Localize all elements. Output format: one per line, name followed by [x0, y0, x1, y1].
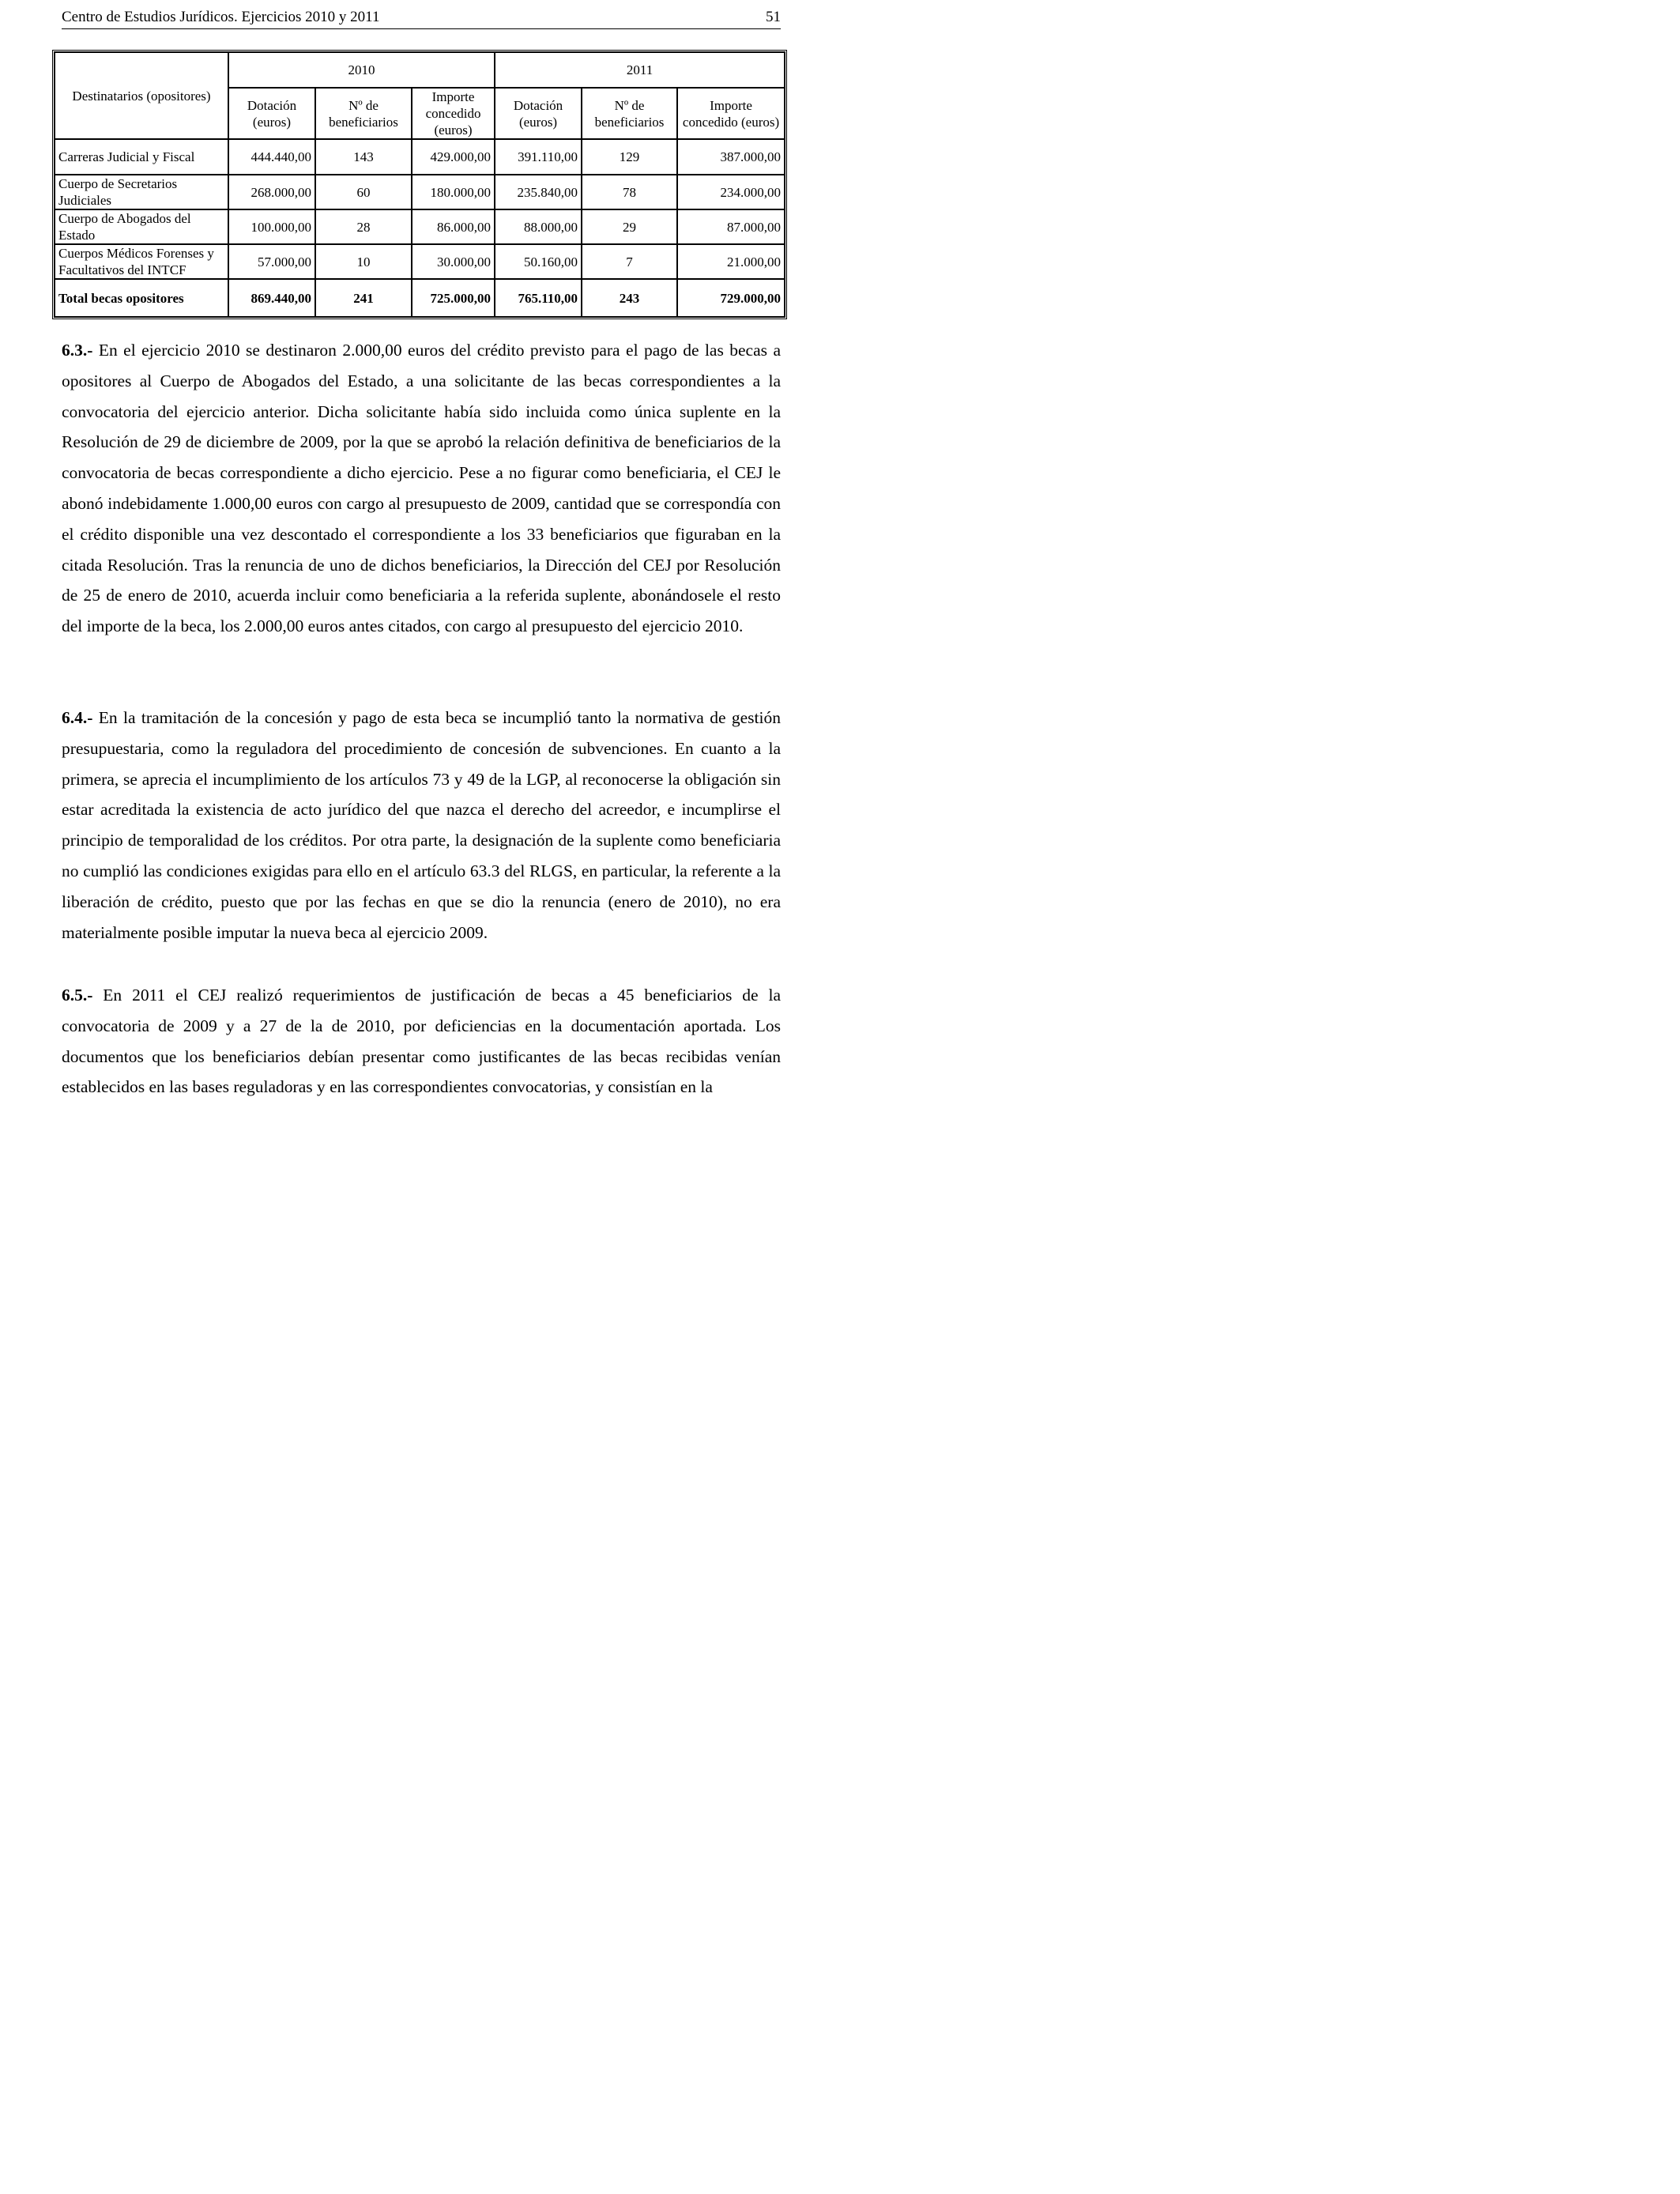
- table-row: [55, 244, 785, 279]
- dotacion-2010: 57.000,00: [228, 244, 315, 279]
- paragraph-number: 6.4.-: [62, 708, 93, 727]
- importe-2011: 387.000,00: [677, 139, 785, 175]
- running-header: [62, 6, 781, 29]
- page-number: 51: [766, 9, 781, 25]
- col-dotacion-2010: Dotación (euros): [228, 88, 315, 139]
- paragraph-text: En el ejercicio 2010 se destinaron 2.000,00 euros del crédito previsto para el pago de las becas a opositores al Cuerpo de Abogados del Estado, a una solicitante de las becas correspondientes a la convocatoria del ejercicio anterior. Dicha solicitante había sido incluida como única suplente en la Resolución de 29 de diciembre de 2009, por la que se aprobó la relación definitiva de beneficiarios de la convocatoria de becas correspondiente a dicho ejercicio. Pese a no figurar como beneficiaria, el CEJ le abonó indebidamente 1.000,00 euros con cargo al presupuesto de 2009, cantidad que se correspondía con el crédito disponible una vez descontado el correspondiente a los 33 beneficiarios que figuraban en la citada Resolución. Tras la renuncia de uno de dichos beneficiarios, la Dirección del CEJ por Resolución de 25 de enero de 2010, acuerda incluir como beneficiaria a la referida suplente, abonándosele el resto del importe de la beca, los 2.000,00 euros antes citados, con cargo al presupuesto del ejercicio 2010.: [62, 341, 781, 636]
- importe-2010: 180.000,00: [412, 175, 495, 209]
- table-row: [55, 175, 785, 209]
- table-header-years: [55, 52, 785, 88]
- year-2011-header: 2011: [495, 52, 785, 88]
- dotacion-2011: 391.110,00: [495, 139, 582, 175]
- paragraph-6-4: [62, 703, 781, 948]
- dotacion-2011: 88.000,00: [495, 209, 582, 244]
- dotacion-2011: 50.160,00: [495, 244, 582, 279]
- importe-2011: 21.000,00: [677, 244, 785, 279]
- importe-2011: 87.000,00: [677, 209, 785, 244]
- importe-2010: 86.000,00: [412, 209, 495, 244]
- row-label: Cuerpo de Abogados del Estado: [55, 209, 228, 244]
- table-row: [55, 139, 785, 175]
- paragraph-6-3: [62, 335, 781, 642]
- beneficiarios-2010: 60: [315, 175, 412, 209]
- row-label: Carreras Judicial y Fiscal: [55, 139, 228, 175]
- total-beneficiarios-2010: 241: [315, 279, 412, 317]
- beneficiarios-2010: 143: [315, 139, 412, 175]
- paragraph-number: 6.3.-: [62, 341, 93, 360]
- paragraph-text: En la tramitación de la concesión y pago de esta beca se incumplió tanto la normativa de gestión presupuestaria, como la reguladora del procedimiento de concesión de subvenciones. En cuanto a la primera, se aprecia el incumplimiento de los artículos 73 y 49 de la LGP, al reconocerse la obligación sin estar acreditada la existencia de acto jurídico del que nazca el derecho del acreedor, e incumplirse el principio de temporalidad de los créditos. Por otra parte, la designación de la suplente como beneficiaria no cumplió las condiciones exigidas para ello en el artículo 63.3 del RLGS, en particular, la referente a la liberación de crédito, puesto que por las fechas en que se dio la renuncia (enero de 2010), no era materialmente posible imputar la nueva beca al ejercicio 2009.: [62, 708, 781, 942]
- paragraph-text: En 2011 el CEJ realizó requerimientos de justificación de becas a 45 beneficiarios de la convocatoria de 2009 y a 27 de la de 2010, por deficiencias en la documentación aportada. Los documentos que los beneficiarios debían presentar como justificantes de las becas recibidas venían establecidos en las bases reguladoras y en las correspondientes convocatorias, y consistían en la: [62, 986, 781, 1097]
- beneficiarios-2010: 10: [315, 244, 412, 279]
- total-label: Total becas opositores: [55, 279, 228, 317]
- dotacion-2010: 268.000,00: [228, 175, 315, 209]
- beneficiarios-2011: 129: [582, 139, 677, 175]
- row-label: Cuerpo de Secretarios Judiciales: [55, 175, 228, 209]
- dotacion-2010: 444.440,00: [228, 139, 315, 175]
- table-row: [55, 209, 785, 244]
- importe-2010: 429.000,00: [412, 139, 495, 175]
- importe-2010: 30.000,00: [412, 244, 495, 279]
- paragraph-number: 6.5.-: [62, 986, 93, 1005]
- destinatarios-header: Destinatarios (opositores): [55, 52, 228, 139]
- col-beneficiarios-2011: Nº de beneficiarios: [582, 88, 677, 139]
- dotacion-2010: 100.000,00: [228, 209, 315, 244]
- total-dotacion-2011: 765.110,00: [495, 279, 582, 317]
- total-importe-2011: 729.000,00: [677, 279, 785, 317]
- beneficiarios-2011: 7: [582, 244, 677, 279]
- row-label: Cuerpos Médicos Forenses y Facultativos del INTCF: [55, 244, 228, 279]
- header-title: Centro de Estudios Jurídicos. Ejercicios 2010 y 2011: [62, 9, 380, 25]
- col-beneficiarios-2010: Nº de beneficiarios: [315, 88, 412, 139]
- table-total-row: [55, 279, 785, 317]
- col-dotacion-2011: Dotación (euros): [495, 88, 582, 139]
- beneficiarios-2011: 78: [582, 175, 677, 209]
- becas-table: [52, 50, 787, 319]
- col-importe-2010: Importe concedido (euros): [412, 88, 495, 139]
- importe-2011: 234.000,00: [677, 175, 785, 209]
- total-dotacion-2010: 869.440,00: [228, 279, 315, 317]
- document-page: [0, 0, 840, 1097]
- total-beneficiarios-2011: 243: [582, 279, 677, 317]
- total-importe-2010: 725.000,00: [412, 279, 495, 317]
- paragraph-6-5: [62, 980, 781, 1103]
- beneficiarios-2010: 28: [315, 209, 412, 244]
- year-2010-header: 2010: [228, 52, 495, 88]
- dotacion-2011: 235.840,00: [495, 175, 582, 209]
- col-importe-2011: Importe concedido (euros): [677, 88, 785, 139]
- beneficiarios-2011: 29: [582, 209, 677, 244]
